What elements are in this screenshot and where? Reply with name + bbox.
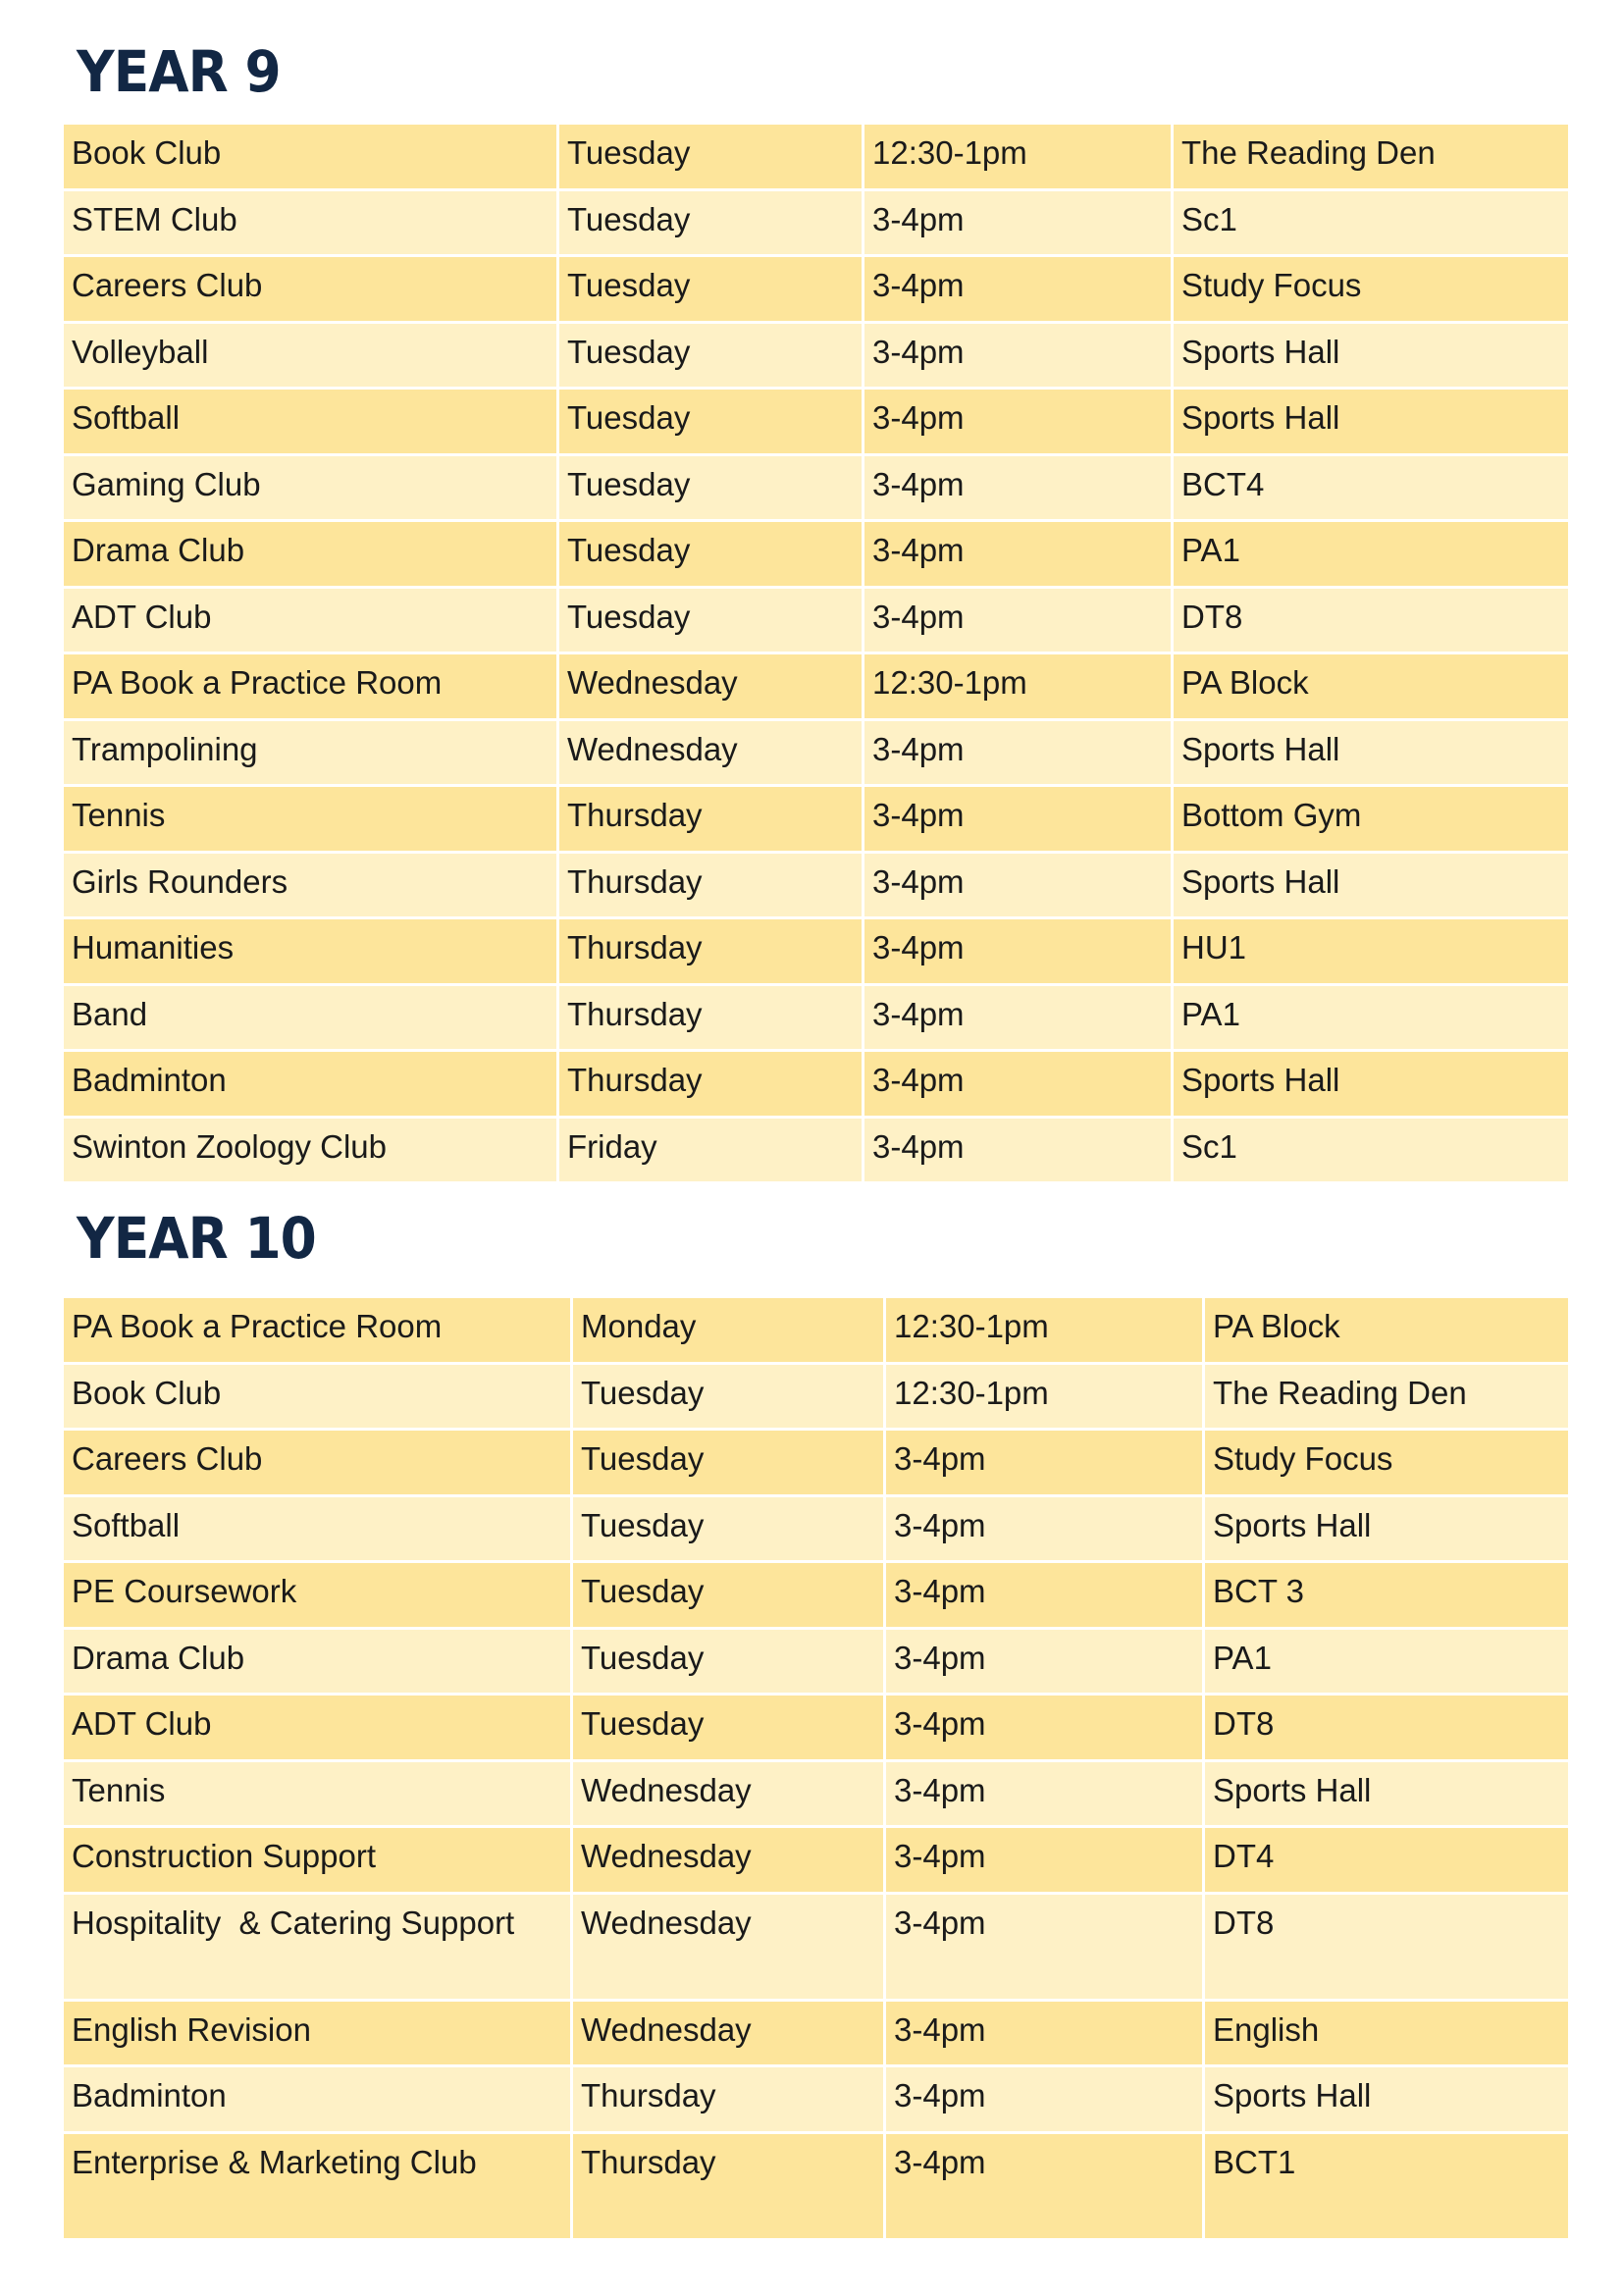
club-name: Softball <box>64 1497 570 1561</box>
table-row <box>64 589 1568 652</box>
club-room: DT8 <box>1174 589 1568 652</box>
club-room: DT4 <box>1205 1828 1568 1892</box>
table-row <box>64 854 1568 917</box>
club-name: Enterprise & Marketing Club <box>64 2134 570 2238</box>
club-time: 3-4pm <box>864 456 1171 520</box>
club-room: PA1 <box>1174 522 1568 586</box>
table-row <box>64 2067 1568 2131</box>
club-name: Badminton <box>64 1052 556 1116</box>
club-name: Gaming Club <box>64 456 556 520</box>
club-room: DT8 <box>1205 1696 1568 1759</box>
club-room: BCT1 <box>1205 2134 1568 2238</box>
club-time: 3-4pm <box>864 324 1171 388</box>
club-room: DT8 <box>1205 1895 1568 1999</box>
table-row <box>64 1365 1568 1429</box>
club-time: 12:30-1pm <box>886 1298 1202 1362</box>
club-name: Softball <box>64 390 556 453</box>
club-name: Construction Support <box>64 1828 570 1892</box>
club-day: Wednesday <box>573 1828 883 1892</box>
club-day: Tuesday <box>573 1497 883 1561</box>
club-day: Tuesday <box>559 390 862 453</box>
club-room: Sports Hall <box>1174 854 1568 917</box>
club-room: BCT4 <box>1174 456 1568 520</box>
club-day: Thursday <box>559 986 862 1050</box>
club-name: Book Club <box>64 1365 570 1429</box>
club-time: 12:30-1pm <box>886 1365 1202 1429</box>
club-room: PA1 <box>1205 1630 1568 1694</box>
club-name: Badminton <box>64 2067 570 2131</box>
club-name: PE Coursework <box>64 1563 570 1627</box>
club-time: 3-4pm <box>886 1630 1202 1694</box>
table-row <box>64 1298 1568 1362</box>
club-time: 3-4pm <box>864 721 1171 785</box>
club-day: Wednesday <box>573 1895 883 1999</box>
table-row <box>64 787 1568 851</box>
club-time: 3-4pm <box>886 1762 1202 1826</box>
table-row <box>64 1563 1568 1627</box>
club-name: Band <box>64 986 556 1050</box>
club-name: ADT Club <box>64 589 556 652</box>
club-day: Tuesday <box>559 257 862 321</box>
club-room: PA Block <box>1174 654 1568 718</box>
club-time: 3-4pm <box>886 2134 1202 2238</box>
club-day: Tuesday <box>573 1563 883 1627</box>
year-10-clubs-table <box>61 1295 1571 2241</box>
table-row <box>64 257 1568 321</box>
year-9-clubs-table <box>61 122 1571 1184</box>
club-time: 3-4pm <box>864 854 1171 917</box>
club-name: Drama Club <box>64 1630 570 1694</box>
club-day: Tuesday <box>559 191 862 255</box>
table-row <box>64 654 1568 718</box>
club-room: The Reading Den <box>1174 125 1568 188</box>
club-name: Careers Club <box>64 1431 570 1494</box>
table-row <box>64 919 1568 983</box>
club-name: Hospitality & Catering Support <box>64 1895 570 1999</box>
club-time: 3-4pm <box>886 2002 1202 2065</box>
table-row <box>64 986 1568 1050</box>
table-row <box>64 1052 1568 1116</box>
club-day: Monday <box>573 1298 883 1362</box>
club-day: Tuesday <box>559 125 862 188</box>
club-day: Thursday <box>559 1052 862 1116</box>
table-row <box>64 1895 1568 1999</box>
club-room: PA1 <box>1174 986 1568 1050</box>
club-day: Tuesday <box>573 1696 883 1759</box>
table-row <box>64 1762 1568 1826</box>
club-room: Sports Hall <box>1174 721 1568 785</box>
club-day: Thursday <box>559 854 862 917</box>
club-time: 3-4pm <box>864 191 1171 255</box>
club-room: Sports Hall <box>1205 1497 1568 1561</box>
club-room: Sc1 <box>1174 191 1568 255</box>
table-row <box>64 522 1568 586</box>
club-time: 3-4pm <box>864 257 1171 321</box>
club-room: The Reading Den <box>1205 1365 1568 1429</box>
club-day: Friday <box>559 1119 862 1182</box>
club-time: 12:30-1pm <box>864 654 1171 718</box>
table-row <box>64 125 1568 188</box>
table-row <box>64 1431 1568 1494</box>
club-room: HU1 <box>1174 919 1568 983</box>
club-room: Sports Hall <box>1205 1762 1568 1826</box>
year-9-heading: YEAR 9 <box>77 38 281 105</box>
club-name: PA Book a Practice Room <box>64 1298 570 1362</box>
table-row <box>64 1497 1568 1561</box>
club-name: Girls Rounders <box>64 854 556 917</box>
table-row <box>64 2002 1568 2065</box>
club-name: Book Club <box>64 125 556 188</box>
club-name: Swinton Zoology Club <box>64 1119 556 1182</box>
club-room: Sc1 <box>1174 1119 1568 1182</box>
club-name: Humanities <box>64 919 556 983</box>
club-day: Tuesday <box>559 589 862 652</box>
club-name: STEM Club <box>64 191 556 255</box>
club-day: Tuesday <box>559 522 862 586</box>
club-room: Study Focus <box>1205 1431 1568 1494</box>
table-row <box>64 456 1568 520</box>
table-row <box>64 1696 1568 1759</box>
club-room: Bottom Gym <box>1174 787 1568 851</box>
table-row <box>64 1119 1568 1182</box>
club-time: 3-4pm <box>886 2067 1202 2131</box>
club-name: Tennis <box>64 787 556 851</box>
club-room: English <box>1205 2002 1568 2065</box>
club-day: Tuesday <box>573 1365 883 1429</box>
club-day: Wednesday <box>573 2002 883 2065</box>
club-time: 3-4pm <box>864 986 1171 1050</box>
table-row <box>64 1828 1568 1892</box>
table-row <box>64 721 1568 785</box>
club-day: Wednesday <box>559 654 862 718</box>
club-day: Tuesday <box>573 1630 883 1694</box>
club-time: 3-4pm <box>864 522 1171 586</box>
club-day: Tuesday <box>559 324 862 388</box>
club-time: 3-4pm <box>864 1119 1171 1182</box>
table-row <box>64 324 1568 388</box>
club-time: 3-4pm <box>864 919 1171 983</box>
club-time: 3-4pm <box>886 1828 1202 1892</box>
club-name: ADT Club <box>64 1696 570 1759</box>
table-row <box>64 191 1568 255</box>
club-name: Careers Club <box>64 257 556 321</box>
table-row <box>64 1630 1568 1694</box>
club-name: Trampolining <box>64 721 556 785</box>
club-room: Study Focus <box>1174 257 1568 321</box>
club-time: 3-4pm <box>864 787 1171 851</box>
club-name: Tennis <box>64 1762 570 1826</box>
club-time: 3-4pm <box>886 1497 1202 1561</box>
table-row <box>64 2134 1568 2238</box>
club-time: 3-4pm <box>886 1563 1202 1627</box>
club-room: Sports Hall <box>1174 324 1568 388</box>
club-room: Sports Hall <box>1174 390 1568 453</box>
club-day: Thursday <box>559 787 862 851</box>
club-name: Drama Club <box>64 522 556 586</box>
club-name: PA Book a Practice Room <box>64 654 556 718</box>
table-row <box>64 390 1568 453</box>
club-day: Thursday <box>559 919 862 983</box>
club-room: BCT 3 <box>1205 1563 1568 1627</box>
club-day: Tuesday <box>573 1431 883 1494</box>
club-name: Volleyball <box>64 324 556 388</box>
club-day: Thursday <box>573 2134 883 2238</box>
club-name: English Revision <box>64 2002 570 2065</box>
club-room: Sports Hall <box>1174 1052 1568 1116</box>
club-day: Wednesday <box>573 1762 883 1826</box>
club-time: 3-4pm <box>886 1431 1202 1494</box>
club-time: 3-4pm <box>864 1052 1171 1116</box>
club-day: Thursday <box>573 2067 883 2131</box>
club-time: 3-4pm <box>864 589 1171 652</box>
club-day: Wednesday <box>559 721 862 785</box>
club-day: Tuesday <box>559 456 862 520</box>
club-time: 12:30-1pm <box>864 125 1171 188</box>
club-time: 3-4pm <box>886 1696 1202 1759</box>
club-time: 3-4pm <box>886 1895 1202 1999</box>
club-room: Sports Hall <box>1205 2067 1568 2131</box>
club-time: 3-4pm <box>864 390 1171 453</box>
club-room: PA Block <box>1205 1298 1568 1362</box>
year-10-heading: YEAR 10 <box>77 1205 316 1272</box>
